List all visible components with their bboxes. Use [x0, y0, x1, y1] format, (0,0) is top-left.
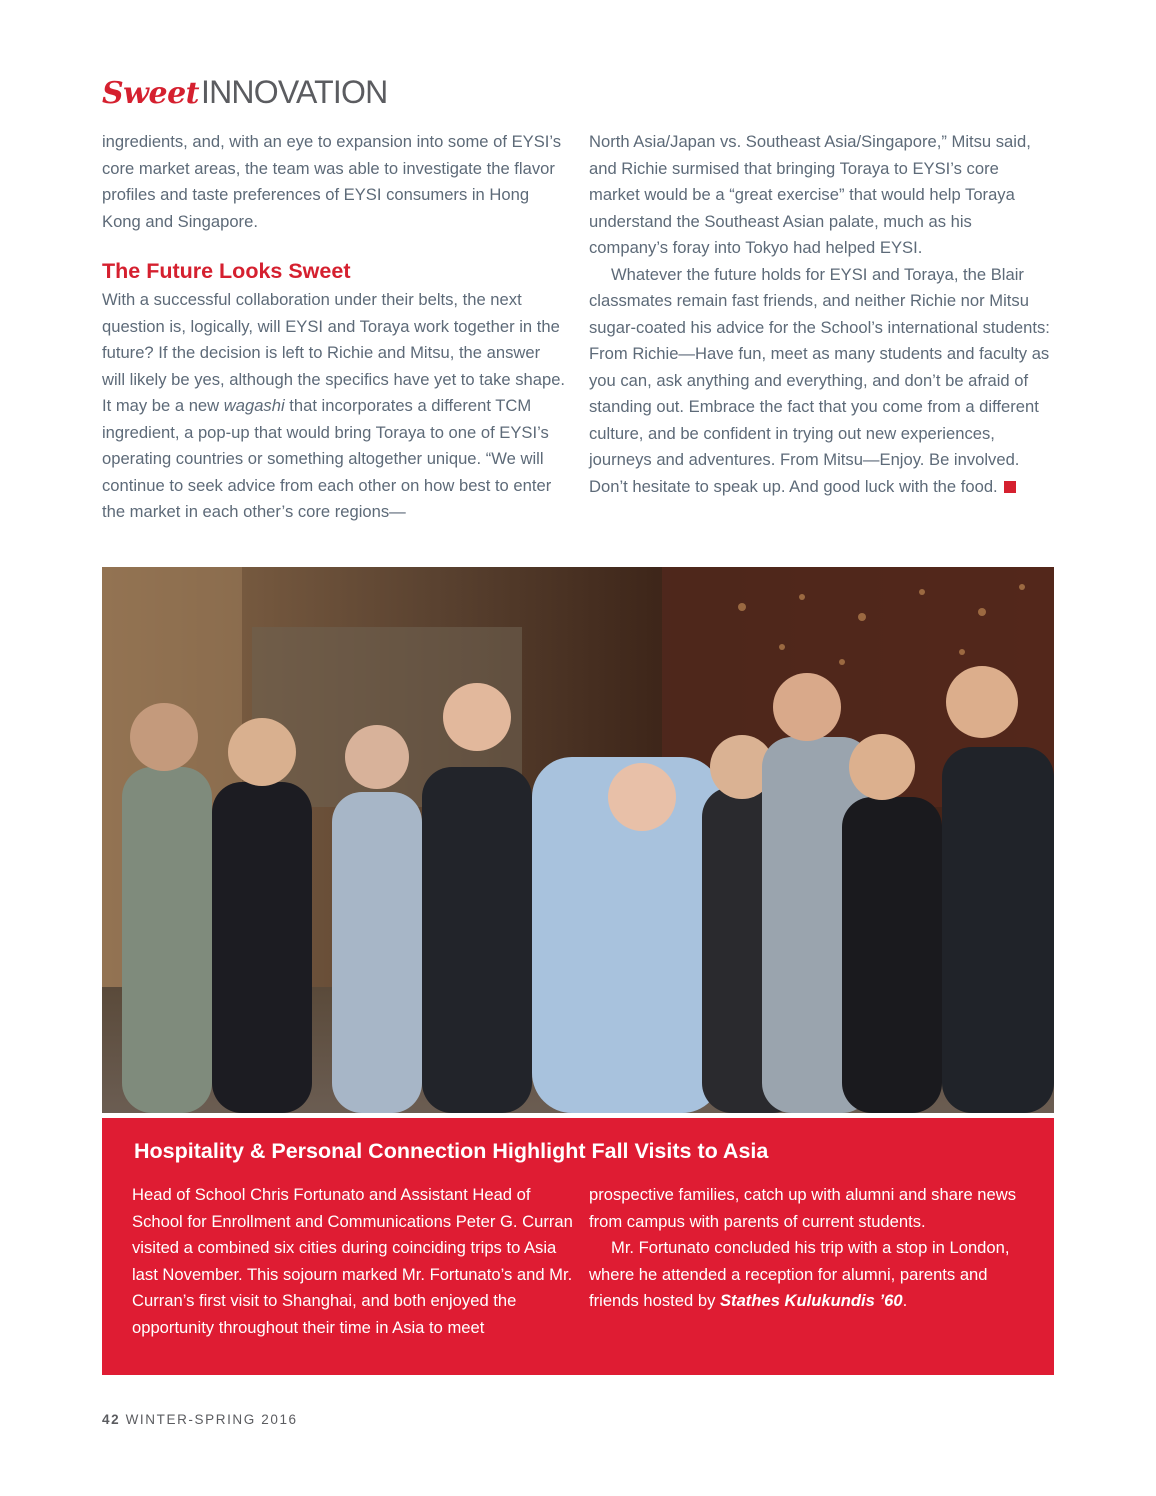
text-run: . — [902, 1291, 908, 1310]
italic-term: wagashi — [223, 396, 285, 415]
page-number: 42 — [102, 1412, 121, 1427]
article-column-2 — [589, 129, 1054, 500]
header-script-word: Sweet — [102, 76, 200, 111]
section-header — [102, 74, 387, 114]
closing-paragraph — [589, 262, 1054, 501]
header-title-word: INNOVATION — [201, 74, 388, 110]
sidebar-paragraph — [589, 1235, 1034, 1315]
group-photo — [102, 567, 1054, 1113]
continuation-paragraph: North Asia/Japan vs. Southeast Asia/Singapore,” Mitsu said, and Richie surmised that bringing Toraya to EYSI’s core market would be a “great exercise” that would help Toraya understand the Southeast Asian palate, much as his company’s foray into Tokyo had helped EYSI. — [589, 132, 1031, 257]
sidebar-paragraph: prospective families, catch up with alumni and share news from campus with parents of current students. — [589, 1185, 1017, 1231]
sidebar-title: Hospitality & Personal Connection Highlight Fall Visits to Asia — [134, 1139, 769, 1163]
page-footer — [102, 1412, 298, 1427]
text-run: With a successful collaboration under their belts, the next question is, logically, will EYSI and Toraya work together in the future? If the decision is left to Richie and Mitsu, the answer will likely be yes, although the specifics have yet to take shape. It may be a new — [102, 290, 566, 415]
text-run: Whatever the future holds for EYSI and Toraya, the Blair classmates remain fast friends, and neither Richie nor Mitsu sugar-coated his advice for the School’s international students: From Richie—Have fun, meet as many students and faculty as you can, ask anything and everything, and don’t be afraid of standing out. Embrace the fact that you come from a different culture, and be confident in trying out new experiences, journeys and adventures. From Mitsu—Enjoy. Be involved. Don’t hesitate to speak up. And good luck with the food. — [589, 264, 1050, 496]
sidebar-column-2 — [589, 1182, 1034, 1315]
sidebar-paragraph: Head of School Chris Fortunato and Assistant Head of School for Enrollment and Communications Peter G. Curran visited a combined six cities during coinciding trips to Asia last November. This sojourn marked Mr. Fortunato’s and Mr. Curran’s first visit to Shanghai, and both enjoyed the opportunity throughout their time in Asia to meet — [132, 1185, 573, 1337]
alumni-name: Stathes Kulukundis ’60 — [719, 1291, 903, 1310]
intro-paragraph: ingredients, and, with an eye to expansion into some of EYSI’s core market areas, the team was able to investigate the flavor profiles and taste preferences of EYSI consumers in Hong Kong and Singapore. — [102, 132, 562, 231]
text-run: that incorporates a different TCM ingredient, a pop-up that would bring Toraya to one of EYSI’s operating countries or something altogether unique. “We will continue to seek advice from each other on how best to enter the market in each other’s core regions— — [102, 396, 552, 521]
issue-label: WINTER-SPRING 2016 — [125, 1412, 298, 1427]
restaurant-group-photo-illustration — [102, 567, 1054, 1113]
end-of-article-mark — [1004, 481, 1016, 493]
sidebar-box — [102, 1118, 1054, 1375]
section-heading: The Future Looks Sweet — [102, 259, 351, 283]
sidebar-column-1 — [132, 1182, 577, 1341]
article-column-1 — [102, 129, 567, 526]
text-run: Mr. Fortunato concluded his trip with a stop in London, where he attended a reception for alumni, parents and friends hosted by — [589, 1238, 1010, 1310]
future-paragraph — [102, 287, 567, 526]
